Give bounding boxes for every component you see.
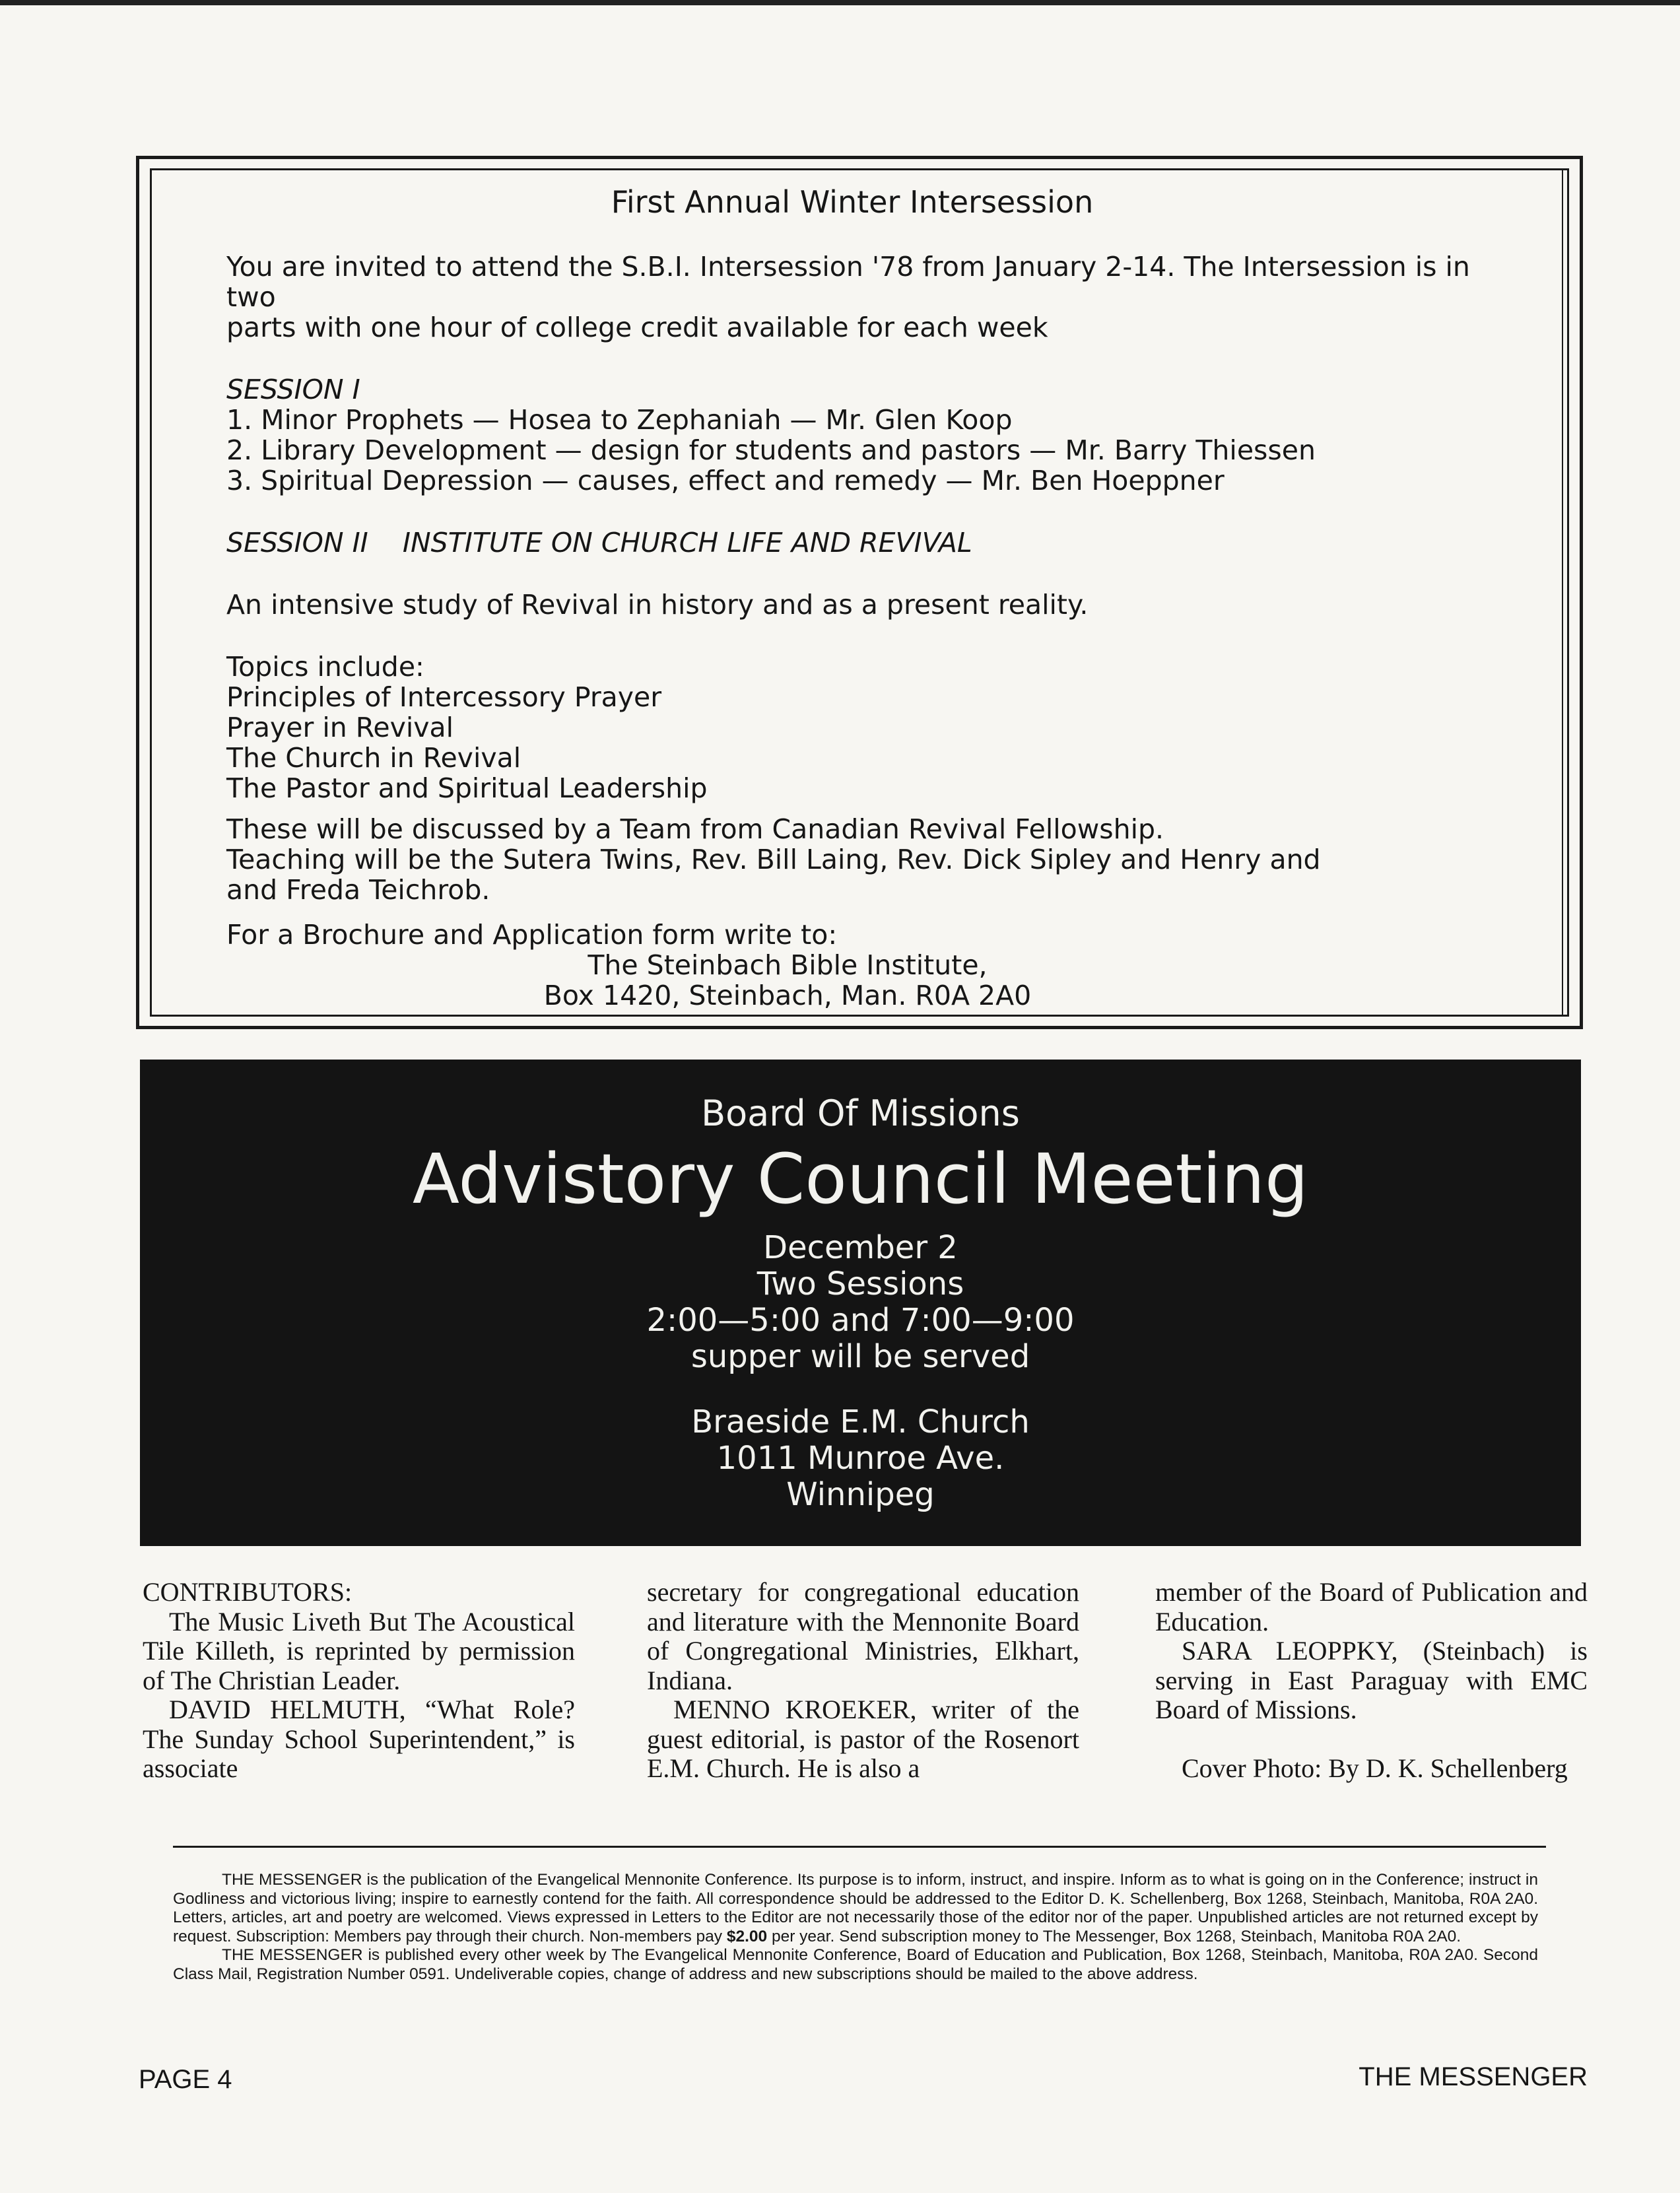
mission-announcement [140, 1060, 1581, 1546]
study-description: An intensive study of Revival in history and as a present reality. [226, 589, 1089, 621]
masthead-fineprint [173, 1871, 1538, 1984]
session-1 [226, 374, 1520, 496]
contributors-column-2 [647, 1578, 1079, 1784]
page-number: PAGE 4 [139, 2065, 232, 2094]
session-1-item: 3. Spiritual Depression — causes, effect and remedy — Mr. Ben Hoeppner [226, 465, 1225, 496]
topic-item: The Pastor and Spiritual Leadership [226, 772, 708, 804]
intro-line-2: parts with one hour of college credit available for each week [226, 312, 1048, 343]
intro-line-1: You are invited to attend the S.B.I. Intersession '78 from January 2-14. The Intersession is in two [226, 251, 1470, 313]
contributors-heading: CONTRIBUTORS: [143, 1577, 353, 1607]
intersession-box [136, 156, 1583, 1029]
topic-item: Prayer in Revival [226, 712, 454, 743]
session-1-heading: SESSION I [226, 374, 360, 405]
topic-item: Principles of Intercessory Prayer [226, 681, 662, 713]
subscription-price: $2.00 [726, 1927, 768, 1945]
contributor-paragraph: The Music Liveth But The Acoustical Tile Killeth, is reprinted by permission of The Christian Leader. [143, 1606, 575, 1695]
brochure-line: For a Brochure and Application form write to: [226, 919, 838, 951]
contributor-paragraph: DAVID HELMUTH, “What Role? The Sunday School Superintendent,” is associate [143, 1695, 575, 1783]
contributor-paragraph: SARA LEOPPKY, (Steinbach) is serving in East Paraguay with EMC Board of Missions. [1155, 1636, 1588, 1724]
section-divider [173, 1846, 1546, 1848]
intersession-title: First Annual Winter Intersession [611, 184, 1094, 220]
masthead-paragraph-1 [173, 1871, 1538, 1946]
mission-city: Winnipeg [786, 1476, 935, 1513]
topic-item: The Church in Revival [226, 742, 521, 774]
masthead-paragraph-2: THE MESSENGER is published every other week by The Evangelical Mennonite Conference, Board of Education and Publication, Box 1268, Steinbach, Manitoba, R0A 2A0. Second Class Mail, Registration Number 0591. Undeliverable copies, change of address and new subscriptions should be mailed to the above address. [173, 1946, 1538, 1983]
mission-supper: supper will be served [690, 1338, 1030, 1375]
mission-title: Advistory Council Meeting [412, 1139, 1309, 1219]
mission-board: Board Of Missions [701, 1093, 1020, 1134]
team-line: and Freda Teichrob. [226, 874, 490, 906]
topics-list [226, 652, 1520, 803]
team-line: These will be discussed by a Team from Canadian Revival Fellowship. [226, 813, 1164, 845]
topics-heading: Topics include: [226, 651, 424, 683]
contributors-column-3 [1155, 1578, 1588, 1783]
masthead-text: THE MESSENGER is the publication of the Evangelical Mennonite Conference. Its purpose is to inform, instruct, and inspire. Inform as to what is going on in the Conference; instruct in Godliness and victorious living; inspire to earnestly contend for the faith. All correspondence should be addressed to the Editor D. K. Schellenberg, Box 1268, Steinbach, Manitoba, R0A 2A0. Letters, articles, art and poetry are welcomed. Views expressed in Letters to the Editor are not necessarily those of the editor nor of the paper. Unpublished articles are not returned except by request. Subscription: Members pay through their church. Non-members pay [173, 1871, 1538, 1945]
mission-location [140, 1404, 1581, 1513]
mission-times: 2:00—5:00 and 7:00—9:00 [646, 1302, 1075, 1339]
mission-place: Braeside E.M. Church [691, 1403, 1030, 1440]
mission-street: 1011 Munroe Ave. [716, 1440, 1005, 1477]
address-line-1: The Steinbach Bible Institute, [588, 949, 988, 981]
publication-name: THE MESSENGER [1359, 2062, 1588, 2091]
contributor-paragraph: member of the Board of Publication and Education. [1155, 1577, 1588, 1636]
session-1-item: 2. Library Development — design for students and pastors — Mr. Barry Thiessen [226, 434, 1316, 466]
masthead-text: per year. Send subscription money to The Messenger, Box 1268, Steinbach, Manitoba R0A 2A0. [767, 1927, 1462, 1945]
team-line: Teaching will be the Sutera Twins, Rev. Bill Laing, Rev. Dick Sipley and Henry and [226, 844, 1321, 875]
mission-details [140, 1230, 1581, 1375]
contributors-column-1 [143, 1578, 575, 1784]
inner-border-line [1562, 170, 1563, 1015]
address-line-2: Box 1420, Steinbach, Man. R0A 2A0 [543, 980, 1032, 1011]
cover-photo-credit: Cover Photo: By D. K. Schellenberg [1182, 1753, 1568, 1783]
scan-top-edge [0, 0, 1680, 5]
mission-sessions: Two Sessions [756, 1265, 964, 1302]
intersession-intro [226, 252, 1520, 343]
brochure-paragraph [226, 920, 1520, 1011]
mission-date: December 2 [763, 1229, 958, 1266]
team-paragraph [226, 814, 1520, 905]
contributor-paragraph: MENNO KROEKER, writer of the guest editorial, is pastor of the Rosenort E.M. Church. He is also a [647, 1695, 1079, 1783]
contributor-paragraph: secretary for congregational education and literature with the Mennonite Board of Congregational Ministries, Elkhart, Indiana. [647, 1577, 1079, 1695]
session-2-heading: SESSION II INSTITUTE ON CHURCH LIFE AND REVIVAL [226, 527, 972, 558]
session-1-item: 1. Minor Prophets — Hosea to Zephaniah — Mr. Glen Koop [226, 404, 1013, 436]
intersession-content [226, 184, 1520, 1011]
